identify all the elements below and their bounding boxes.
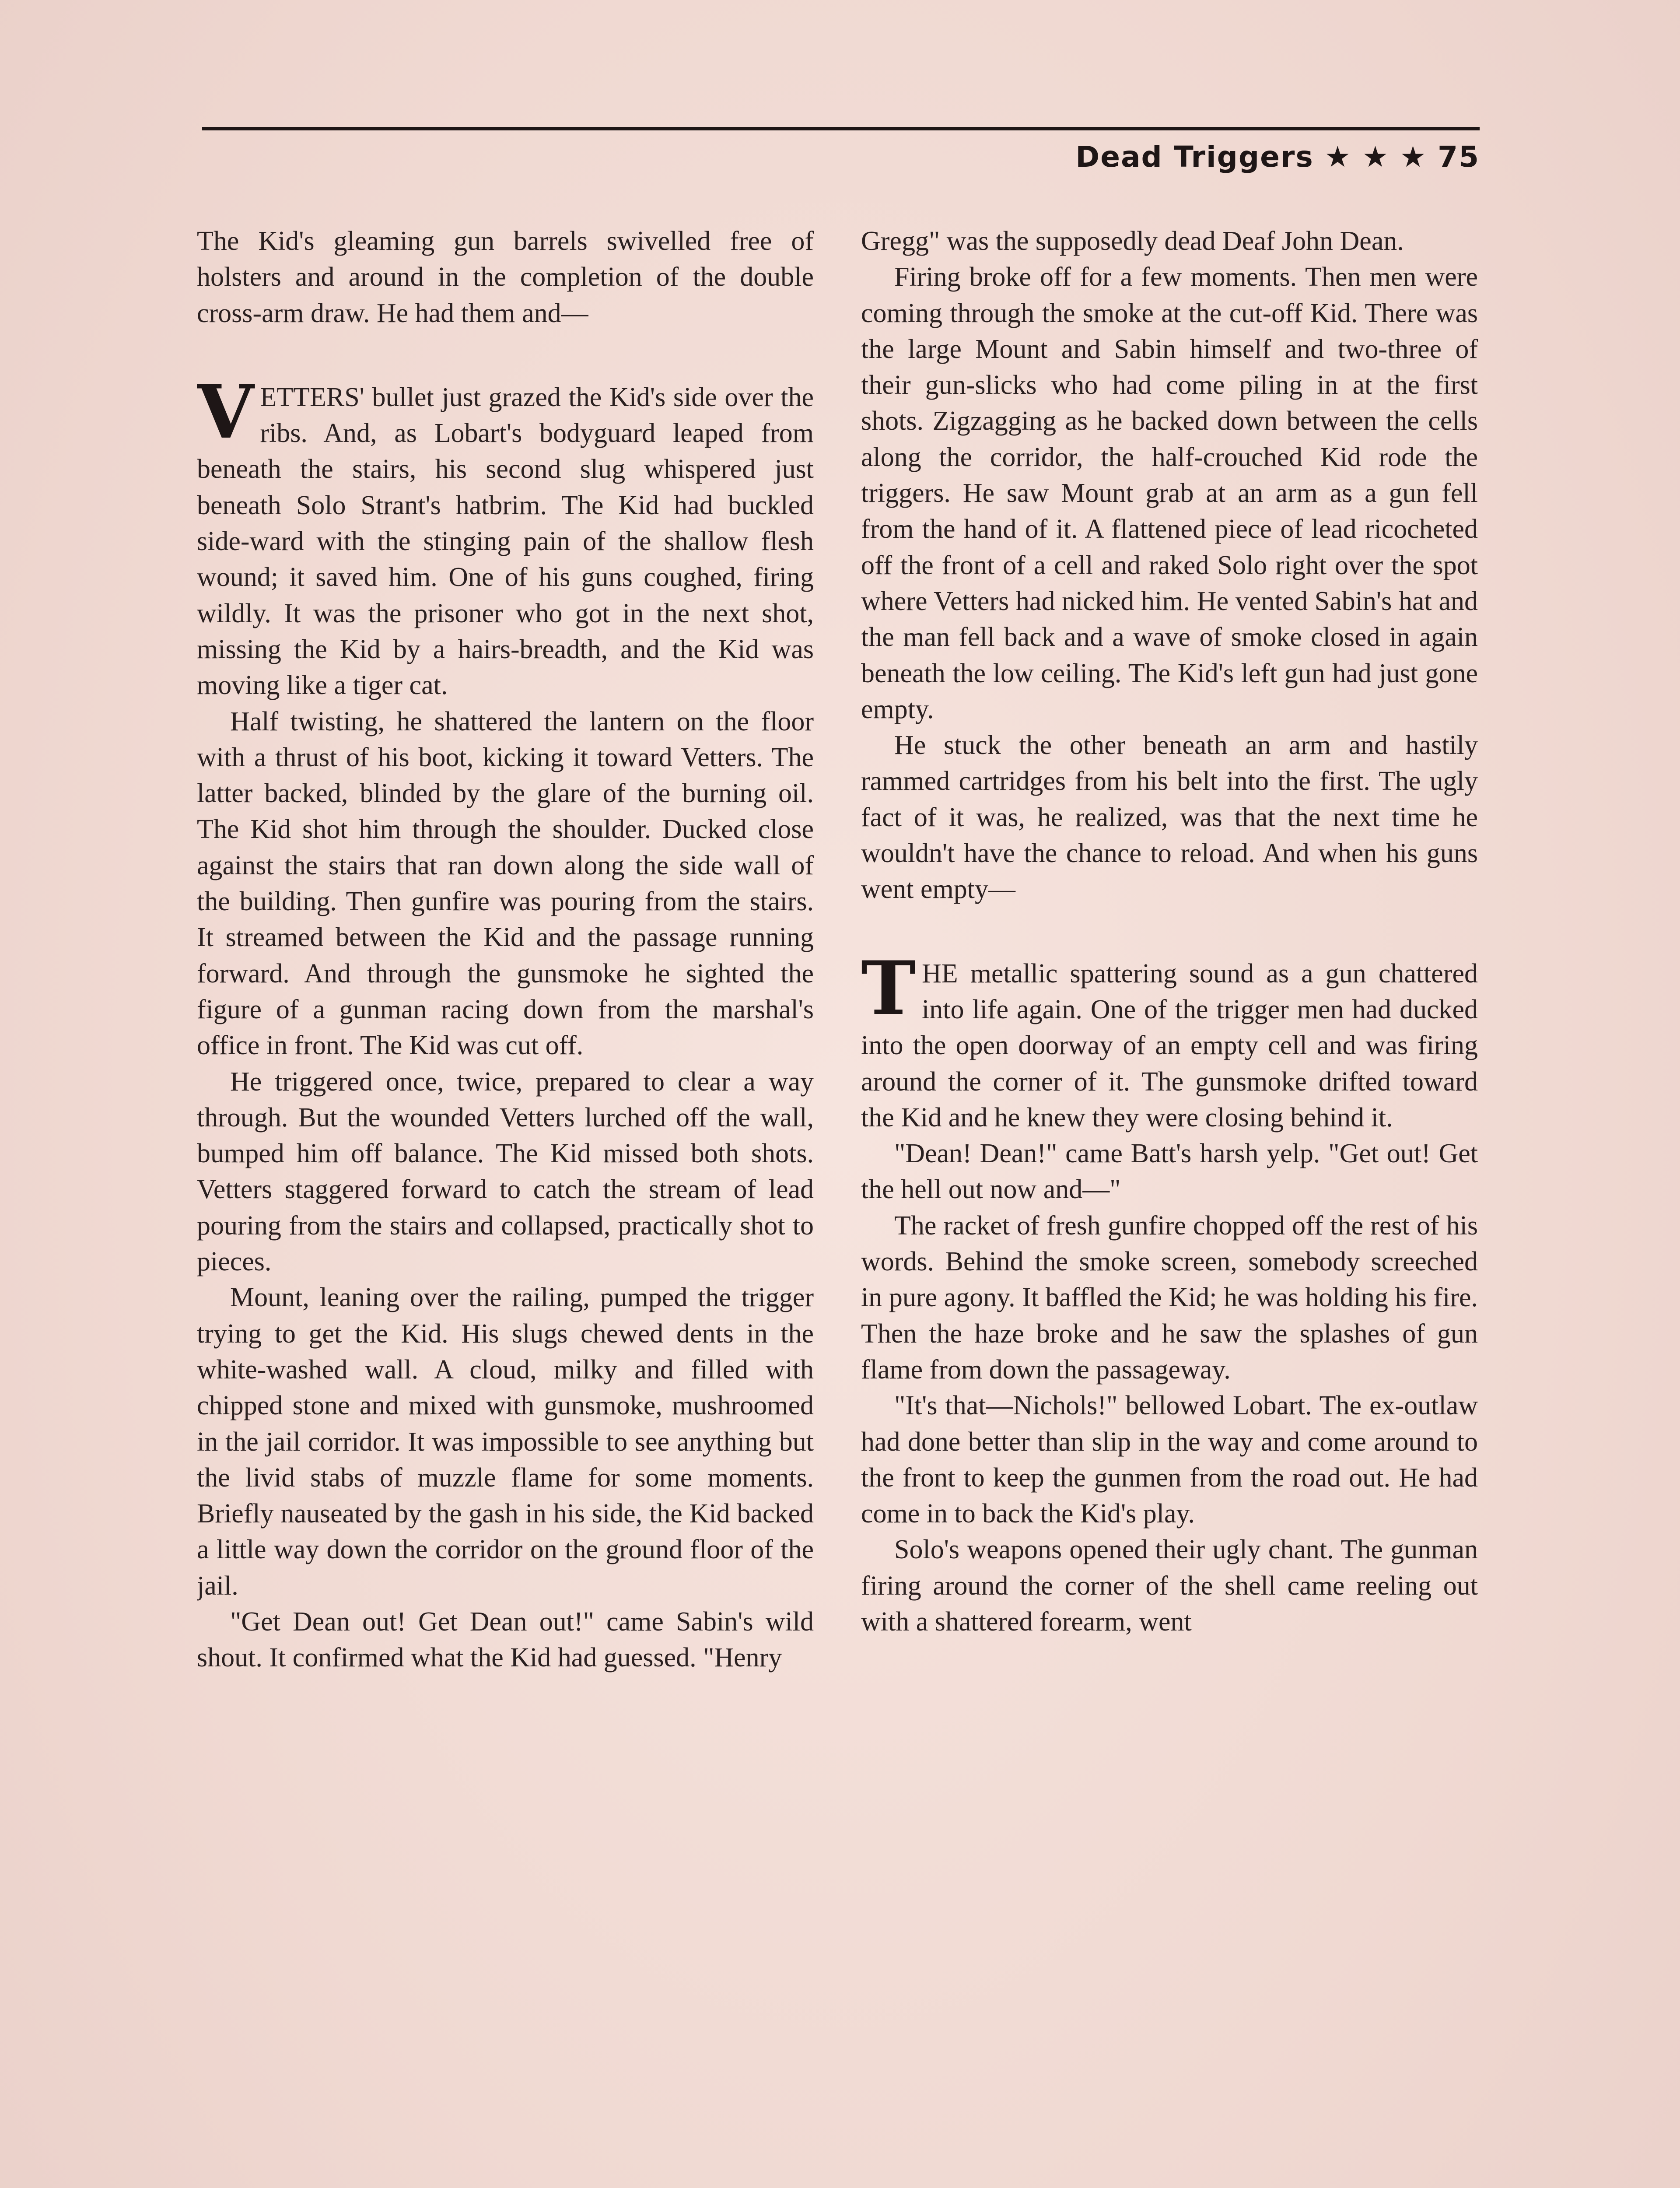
paragraph-text: HE metallic spattering sound as a gun chattered into life again. One of the trigger men had ducked into the open doorway of an empty cell and was firing around the corner of it. The gunsmoke drifted toward the Kid and he knew they were closing behind it. — [861, 958, 1478, 1133]
paragraph: He stuck the other beneath an arm and hastily rammed cartridges from his belt into the first. The ugly fact of it was, he realized, was that the next time he wouldn't have the chance to reload. And when his guns went empty— — [861, 730, 1478, 905]
header-rule — [202, 127, 1480, 130]
paragraph: The Kid's gleaming gun barrels swivelled free of holsters and around in the completion of the double cross-arm draw. He had them and— — [197, 226, 814, 328]
paragraph: "Get Dean out! Get Dean out!" came Sabin's wild shout. It confirmed what the Kid had guessed. "Henry — [197, 1606, 814, 1673]
paragraph-dropcap — [861, 944, 1478, 1136]
right-column — [861, 223, 1478, 2188]
left-column — [197, 223, 814, 2188]
paragraph: He triggered once, twice, prepared to clear a way through. But the wounded Vetters lurched off the wall, bumped him off balance. The Kid missed both shots. Vetters staggered forward to catch the stream of lead pouring from the stairs and collapsed, practically shot to pieces. — [197, 1066, 814, 1277]
paragraph: Mount, leaning over the railing, pumped the trigger trying to get the Kid. His slugs chewed dents in the white-washed wall. A cloud, milky and filled with chipped stone and mixed with gunsmoke, mushroomed in the jail corridor. It was impossible to see anything but the livid stabs of muzzle flame for some moments. Briefly nauseated by the gash in his side, the Kid backed a little way down the corridor on the ground floor of the jail. — [197, 1283, 814, 1601]
drop-cap: V — [197, 368, 254, 455]
paragraph: Firing broke off for a few moments. Then men were coming through the smoke at the cut-off Kid. There was the large Mount and Sabin himself and two-three of their gun-slicks who had come piling in at the first shots. Zigzagging as he backed down between the cells along the corridor, the half-crouched Kid rode the triggers. He saw Mount grab at an arm as a gun fell from the hand of it. A flattened piece of lead ricocheted off the front of a cell and raked Solo right over the spot where Vetters had nicked him. He vented Sabin's hat and the man fell back and a wave of smoke closed in again beneath the low ceiling. The Kid's left gun had just gone empty. — [861, 262, 1478, 724]
paragraph: Half twisting, he shattered the lantern on the floor with a thrust of his boot, kicking it toward Vetters. The latter backed, blinded by the glare of the burning oil. The Kid shot him through the shoulder. Ducked close against the stairs that ran down along the side wall of the building. Then gunfire was pouring from the stairs. It streamed between the Kid and the passage running forward. And through the gunsmoke he sighted the figure of a gunman racing down from the marshal's office in front. The Kid was cut off. — [197, 706, 814, 1061]
paragraph: Gregg" was the supposedly dead Deaf John Dean. — [861, 226, 1404, 256]
paragraph-text: ETTERS' bullet just grazed the Kid's side over the ribs. And, as Lobart's bodyguard leaped from beneath the stairs, his second slug whispered just beneath Solo Strant's hatbrim. The Kid had buckled side-ward with the stinging pain of the shallow flesh wound; it saved him. One of his guns coughed, firing wildly. It was the prisoner who got in the next shot, missing the Kid by a hairs-breadth, and the Kid was moving like a tiger cat. — [197, 382, 814, 701]
paragraph-dropcap — [197, 368, 814, 704]
paragraph: "It's that—Nichols!" bellowed Lobart. The ex-outlaw had done better than slip in the way and come around to the front to keep the gunmen from the road out. He had come in to back the Kid's play. — [861, 1391, 1478, 1529]
paragraph: Solo's weapons opened their ugly chant. The gunman firing around the corner of the shell came reeling out with a shattered forearm, went — [861, 1535, 1478, 1637]
paragraph: The racket of fresh gunfire chopped off the rest of his words. Behind the smoke screen, somebody screeched in pure agony. It baffled the Kid; he was holding his fire. Then the haze broke and he saw the splashes of gun flame from down the passageway. — [861, 1210, 1478, 1385]
drop-cap: T — [861, 944, 916, 1031]
paragraph: "Dean! Dean!" came Batt's harsh yelp. "Get out! Get the hell out now and—" — [861, 1139, 1478, 1205]
running-head: Dead Triggers ★ ★ ★ 75 — [1075, 140, 1480, 174]
page-header — [202, 127, 1480, 179]
